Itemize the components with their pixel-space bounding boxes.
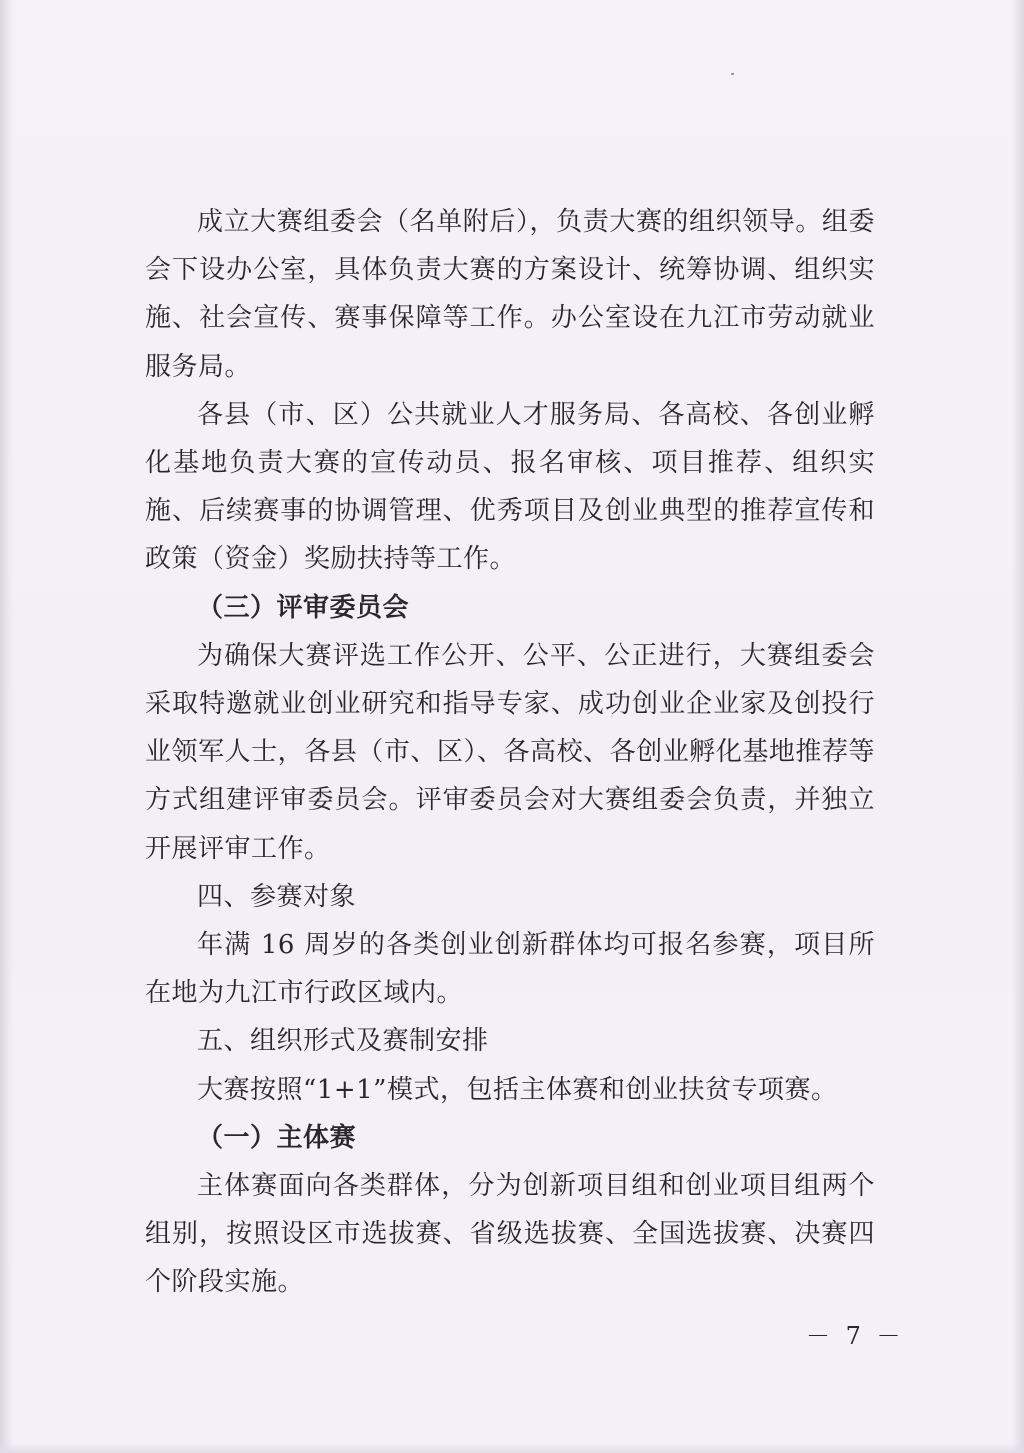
paragraph-main-competition: 主体赛面向各类群体，分为创新项目组和创业项目组两个组别，按照设区市选拔赛、省级选拔赛、全国选拔赛、决赛四个阶段实施。 <box>145 1171 875 1298</box>
page-number: － 7 － <box>806 1322 905 1350</box>
page-edge-shadow-bottom <box>0 1443 1024 1453</box>
heading-format-schedule: 五、组织形式及赛制安排 <box>197 1026 489 1057</box>
scan-speck <box>731 73 734 75</box>
paragraph-review-committee: 为确保大赛评选工作公开、公平、公正进行，大赛组委会采取特邀就业创业研究和指导专家、成功创业企业家及创投行业领军人士，各县（市、区）、各高校、各创业孵化基地推荐等方式组建评审委员会。评审委员会对大赛组委会负责，并独立开展评审工作。 <box>145 640 875 864</box>
paragraph-participants: 年满 16 周岁的各类创业创新群体均可报名参赛，项目所在地为九江市行政区域内。 <box>145 930 875 1009</box>
paragraph-county-responsibilities: 各县（市、区）公共就业人才服务局、各高校、各创业孵化基地负责大赛的宣传动员、报名审核、项目推荐、组织实施、后续赛事的协调管理、优秀项目及创业典型的推荐宣传和政策（资金）奖励扶持等工作。 <box>145 399 875 575</box>
page-edge-shadow-right <box>1012 0 1024 1453</box>
subheading-review-committee: （三）评审委员会 <box>197 592 410 623</box>
subheading-main-competition: （一）主体赛 <box>197 1122 357 1153</box>
heading-participants: 四、参赛对象 <box>197 881 357 912</box>
page-edge-shadow-left <box>0 0 14 1453</box>
paragraph-organizing-committee: 成立大赛组委会（名单附后），负责大赛的组织领导。组委会下设办公室，具体负责大赛的方案设计、统筹协调、组织实施、社会宣传、赛事保障等工作。办公室设在九江市劳动就业服务局。 <box>145 207 875 382</box>
paragraph-format: 大赛按照“1+1”模式，包括主体赛和创业扶贫专项赛。 <box>197 1074 838 1105</box>
document-body <box>145 198 875 1307</box>
